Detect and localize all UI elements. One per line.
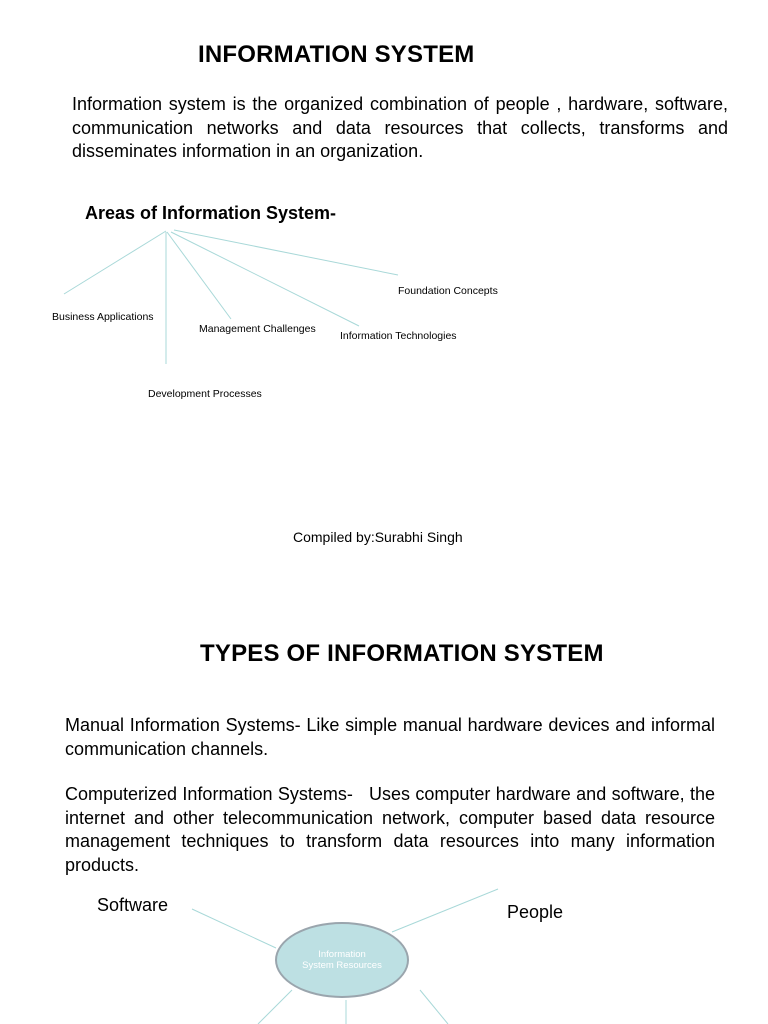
area-business-applications: Business Applications (52, 311, 154, 323)
compiled-by: Compiled by:Surabhi Singh (293, 529, 463, 545)
area-foundation-concepts: Foundation Concepts (398, 285, 498, 297)
area-management-challenges: Management Challenges (199, 323, 316, 335)
slide2-title: TYPES OF INFORMATION SYSTEM (200, 640, 604, 667)
definition-paragraph: Information system is the organized combination of people , hardware, software, communication networks and data resources that collects, transforms and disseminates information in an organization. (72, 94, 728, 161)
connector-software (192, 909, 276, 948)
resource-people-label: People (507, 902, 564, 922)
manual-systems-paragraph: Manual Information Systems- Like simple manual hardware devices and informal communication channels. (65, 715, 715, 759)
oval-label: Information System Resources (302, 948, 382, 971)
slide1-title: INFORMATION SYSTEM (198, 41, 475, 68)
area-development-processes: Development Processes (148, 388, 262, 400)
connector-business (64, 231, 166, 294)
information-system-resources-oval (275, 922, 409, 998)
connector-foundation (174, 230, 398, 275)
resource-software-label: Software (97, 895, 169, 915)
areas-heading: Areas of Information System- (85, 203, 337, 223)
connector-bottom-right (420, 990, 448, 1024)
connector-technologies (171, 232, 359, 326)
computerized-systems-paragraph: Computerized Information Systems- Uses computer hardware and software, the internet and other telecommunication network, computer based data resource management techniques to transform data resources into many information products. (65, 784, 721, 875)
area-information-technologies: Information Technologies (340, 330, 457, 342)
connector-people (392, 889, 498, 932)
connector-bottom-left (258, 990, 292, 1024)
connector-management (167, 232, 231, 319)
